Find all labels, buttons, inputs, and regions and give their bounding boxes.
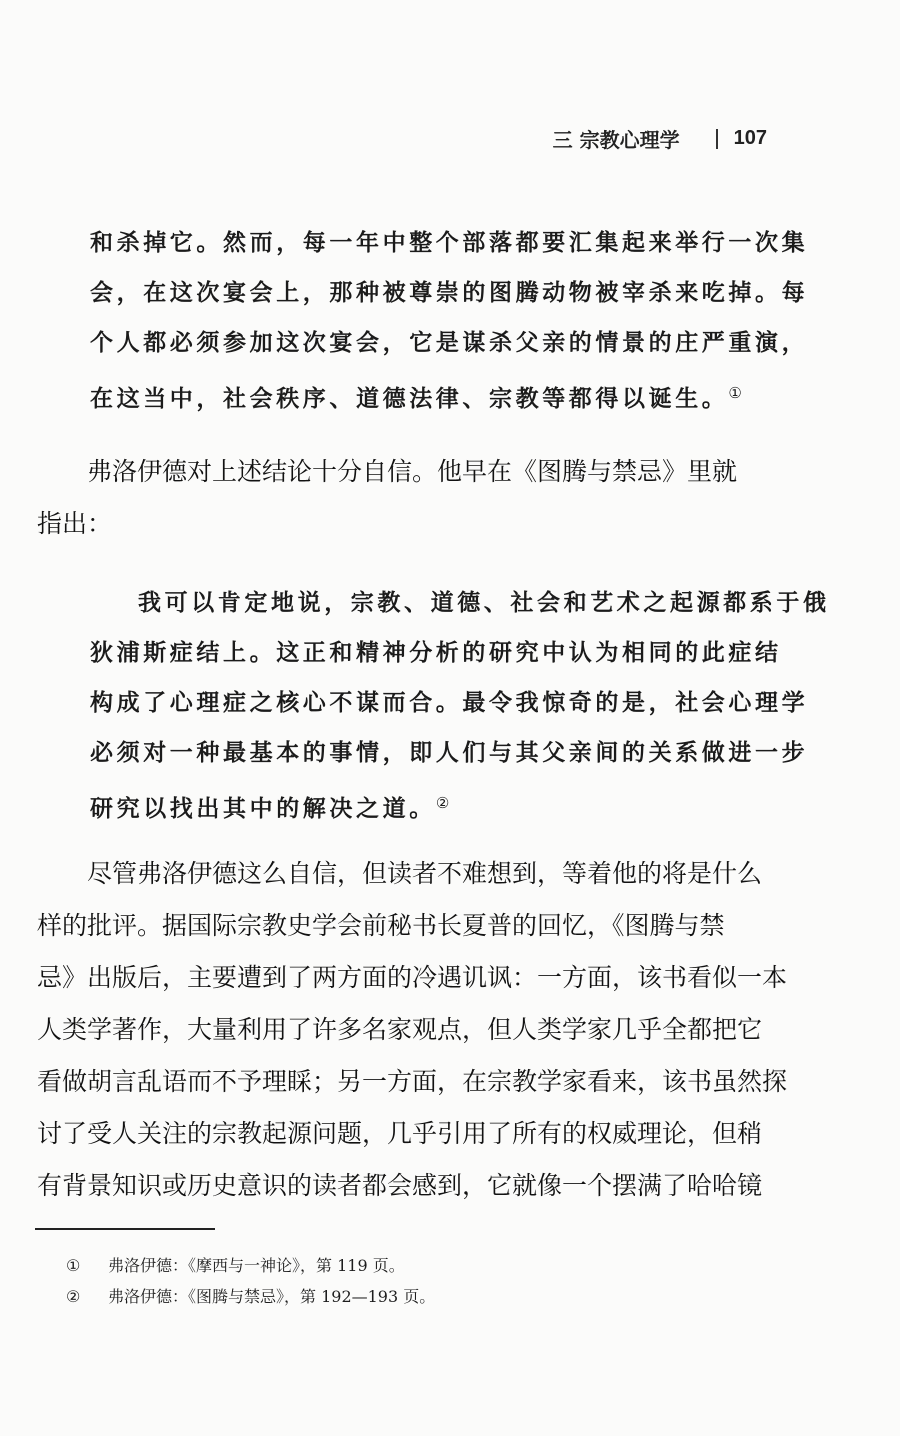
paragraph-1 <box>37 446 737 550</box>
paragraph-line: 忌》出版后，主要遭到了两方面的冷遇讥讽：一方面，该书看似一本 <box>37 963 788 992</box>
footnote-text: 弗洛伊德：《摩西与一神论》，第 119 页。 <box>108 1256 405 1275</box>
quote-line-text: 在这当中，社会秩序、道德法律、宗教等都得以诞生。 <box>90 385 729 412</box>
section-title: 三 宗教心理学 <box>552 128 680 152</box>
footnote-ref-1: ① <box>728 384 742 402</box>
quote-line: 构成了心理症之核心不谋而合。最令我惊奇的是，社会心理学 <box>90 689 809 716</box>
paragraph-2 <box>37 848 787 1212</box>
paragraph-line: 讨了受人关注的宗教起源问题，几乎引用了所有的权威理论，但稍 <box>37 1119 763 1148</box>
header-divider <box>716 129 718 149</box>
paragraph-line: 样的批评。据国际宗教史学会前秘书长夏普的回忆，《图腾与禁 <box>37 911 725 940</box>
footnote-ref-2: ② <box>435 794 450 812</box>
paragraph-line: 尽管弗洛伊德这么自信，但读者不难想到，等着他的将是什么 <box>87 859 763 888</box>
page-number: 107 <box>733 127 767 149</box>
block-quote-1 <box>90 218 808 424</box>
quote-line: 狄浦斯症结上。这正和精神分析的研究中认为相同的此症结 <box>90 639 782 666</box>
paragraph-line: 有背景知识或历史意识的读者都会感到，它就像一个摆满了哈哈镜 <box>37 1171 763 1200</box>
footnote-divider <box>35 1228 215 1230</box>
quote-line: 会，在这次宴会上，那种被尊崇的图腾动物被宰杀来吃掉。每 <box>90 279 809 306</box>
quote-line: 和杀掉它。然而，每一年中整个部落都要汇集起来举行一次集 <box>90 229 809 256</box>
quote-line: 我可以肯定地说，宗教、道德、社会和艺术之起源都系于俄 <box>138 589 830 616</box>
paragraph-line: 弗洛伊德对上述结论十分自信。他早在《图腾与禁忌》里就 <box>87 457 738 486</box>
footnotes <box>66 1250 435 1312</box>
paragraph-line: 看做胡言乱语而不予理睬；另一方面，在宗教学家看来，该书虽然探 <box>37 1067 788 1096</box>
paragraph-line: 人类学著作，大量利用了许多名家观点，但人类学家几乎全都把它 <box>37 1015 763 1044</box>
quote-line: 必须对一种最基本的事情，即人们与其父亲间的关系做进一步 <box>90 739 809 766</box>
quote-line <box>90 778 830 834</box>
footnote-mark: ① <box>66 1256 81 1275</box>
quote-line-text: 研究以找出其中的解决之道。 <box>90 795 436 822</box>
block-quote-2 <box>90 578 830 834</box>
footnote-mark: ② <box>66 1287 81 1306</box>
footnote-1 <box>66 1250 435 1281</box>
footnote-text: 弗洛伊德：《图腾与禁忌》，第 192—193 页。 <box>108 1287 436 1306</box>
quote-line <box>90 368 808 424</box>
footnote-2 <box>66 1281 435 1312</box>
running-header <box>553 124 767 153</box>
quote-line: 个人都必须参加这次宴会，它是谋杀父亲的情景的庄严重演， <box>90 329 809 356</box>
paragraph-line: 指出： <box>37 509 113 538</box>
